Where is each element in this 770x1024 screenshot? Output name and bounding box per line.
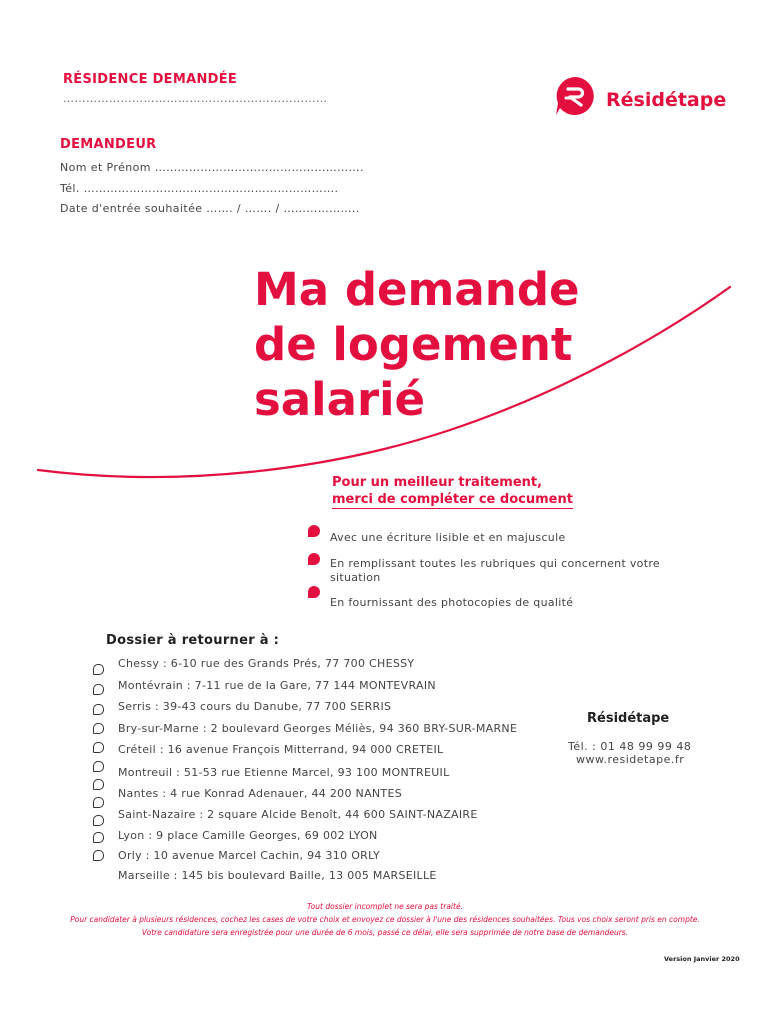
contact-name: Résidétape	[587, 711, 670, 726]
footer-multiple-note: Pour candidater à plusieurs résidences, cochez les cases de votre choix et envoyez ce dossier à l'une des résidences souhaitées. Tous vos choix seront pris en compte.	[70, 915, 700, 924]
checkbox-orly[interactable]	[93, 832, 104, 843]
footer-incomplete-note: Tout dossier incomplet ne sera pas traité.	[307, 902, 463, 911]
address-orly: Orly : 10 avenue Marcel Cachin, 94 310 ORLY	[118, 849, 381, 862]
red-bullet-icon	[308, 586, 320, 598]
checkbox-lyon[interactable]	[93, 815, 104, 826]
address-nantes: Nantes : 4 rue Konrad Adenauer, 44 200 NANTES	[118, 787, 402, 800]
address-creteil: Créteil : 16 avenue François Mitterrand, 94 000 CRETEIL	[118, 743, 444, 756]
contact-phone: Tél. : 01 48 99 99 48	[568, 740, 692, 753]
address-bry-sur-marne: Bry-sur-Marne : 2 boulevard Georges Méliès, 94 360 BRY-SUR-MARNE	[118, 722, 518, 735]
address-serris: Serris : 39-43 cours du Danube, 77 700 SERRIS	[118, 700, 392, 713]
title-line-1: Ma demande	[254, 263, 580, 316]
checkbox-creteil[interactable]	[93, 742, 104, 753]
checkbox-nantes[interactable]	[93, 779, 104, 790]
checkbox-marseille[interactable]	[93, 850, 104, 861]
address-lyon: Lyon : 9 place Camille Georges, 69 002 LYON	[118, 829, 378, 842]
address-saint-nazaire: Saint-Nazaire : 2 square Alcide Benoît, 44 600 SAINT-NAZAIRE	[118, 808, 478, 821]
checkbox-montevrain[interactable]	[93, 684, 104, 695]
page-title	[254, 262, 580, 427]
instructions-subtitle	[332, 474, 573, 508]
title-line-2: de logement	[254, 318, 573, 371]
checkbox-serris[interactable]	[93, 704, 104, 715]
address-montevrain: Montévrain : 7-11 rue de la Gare, 77 144 MONTEVRAIN	[118, 679, 436, 692]
red-bullet-icon	[308, 553, 320, 565]
brand-name: Résidétape	[606, 89, 727, 111]
address-chessy: Chessy : 6-10 rue des Grands Prés, 77 700 CHESSY	[118, 657, 415, 670]
demandeur-title: DEMANDEUR	[60, 137, 157, 152]
nom-prenom-field[interactable]: Nom et Prénom ……………………………………………….	[60, 161, 364, 174]
subtitle-line-2: merci de compléter ce document	[332, 492, 573, 507]
contact-website[interactable]: www.residetape.fr	[576, 753, 685, 766]
residetape-r-logo-icon	[555, 76, 599, 116]
date-entree-field[interactable]: Date d'entrée souhaitée ……. / ……. / ………………..	[60, 202, 360, 215]
residence-input-line[interactable]: ……………………………………………………………	[63, 92, 328, 105]
version-label: Version Janvier 2020	[664, 955, 740, 963]
residence-title: RÉSIDENCE DEMANDÉE	[63, 72, 238, 87]
address-marseille: Marseille : 145 bis boulevard Baille, 13 005 MARSEILLE	[118, 869, 437, 882]
dossier-title: Dossier à retourner à :	[106, 633, 280, 648]
footer-duration-note: Votre candidature sera enregistrée pour une durée de 6 mois, passé ce délai, elle sera supprimée de notre base de demandeurs.	[141, 928, 629, 937]
subtitle-line-1: Pour un meilleur traitement,	[332, 475, 543, 490]
title-line-3: salarié	[254, 373, 426, 426]
checkbox-montreuil[interactable]	[93, 761, 104, 772]
address-montreuil: Montreuil : 51-53 rue Etienne Marcel, 93 100 MONTREUIL	[118, 766, 450, 779]
red-bullet-icon	[308, 525, 320, 537]
checkbox-bry-sur-marne[interactable]	[93, 723, 104, 734]
checkbox-chessy[interactable]	[93, 664, 104, 675]
telephone-field[interactable]: Tél. ………………………………………………………….	[60, 182, 339, 195]
checkbox-saint-nazaire[interactable]	[93, 797, 104, 808]
